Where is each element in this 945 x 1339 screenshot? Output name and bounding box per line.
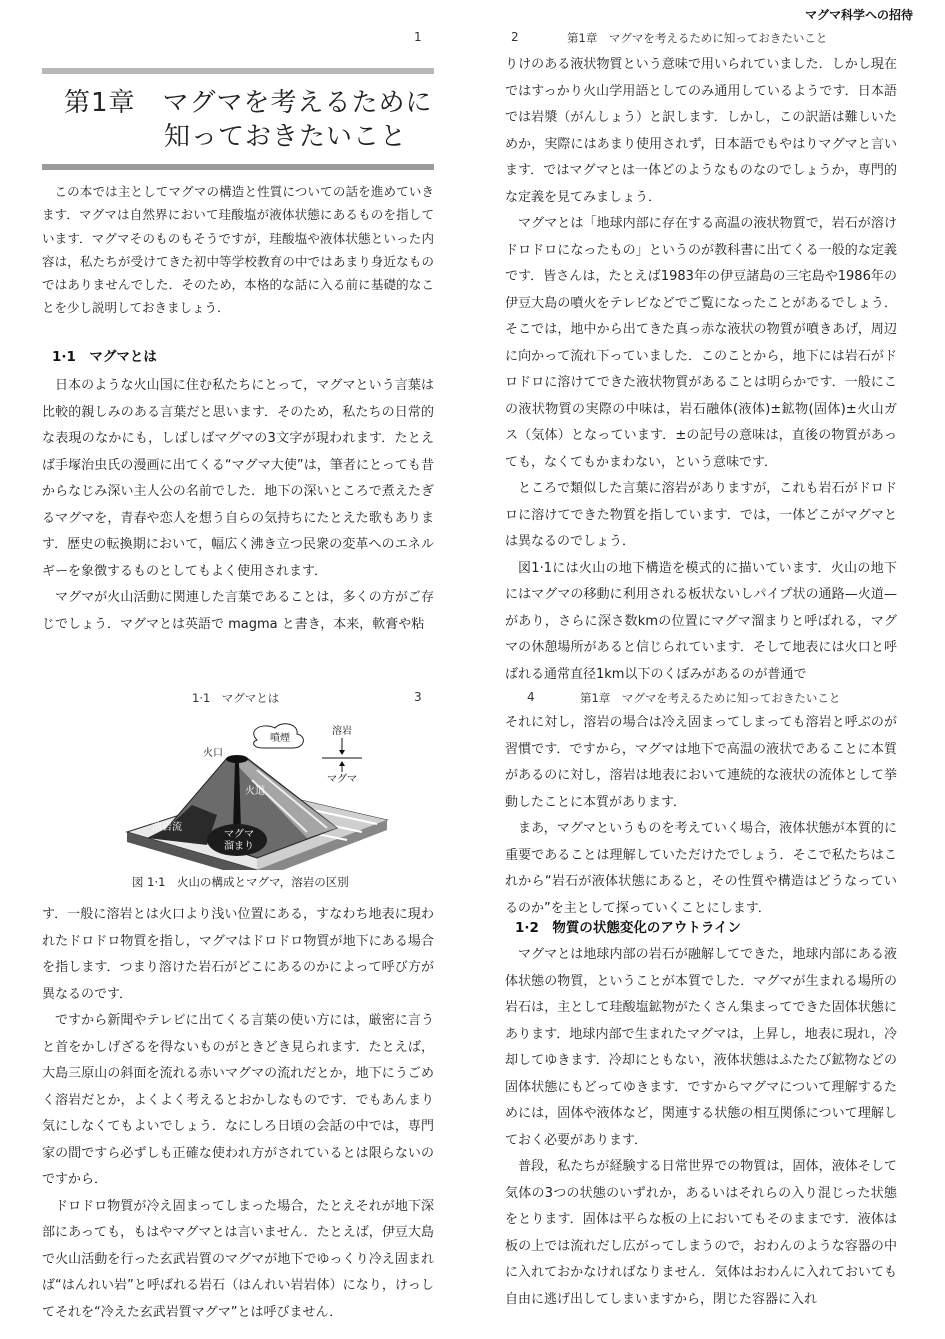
- chapter-banner: [42, 68, 434, 170]
- intro-text: この本では主としてマグマの構造と性質についての話を進めていきます．マグマは自然界において珪酸塩が液体状態にあるものを指しています．マグマそのものもそうですが，珪酸塩や液体状態といった内容は，私たちが受けてきた初中等学校教育の中ではあまり身近なものではありませんでした．そのため，本格的な話に入る前に基礎的なことを少し説明しておきましょう．: [42, 184, 434, 316]
- label-lava-flow: 溶岩流: [152, 822, 182, 833]
- paragraph: 日本のような火山国に住む私たちにとって，マグマという言葉は比較的親しみのある言葉だと思います．そのため，私たちの日常的な表現のなかにも，しばしばマグマの3文字が現われます．たとえば手塚治虫氏の漫画に出てくる“マグマ大使”は，筆者にとっても昔からなじみ深い主人公の名前でした．地下の深いところで煮えたぎるマグマを，青春や恋人を想う自らの気持ちにたとえた歌もあります．歴史の転換期において，幅広く沸き立つ民衆の変革へのエネルギーを象徴するものとしてもよく使用されます．: [42, 378, 434, 579]
- figure-caption: 図 1·1 火山の構成とマグマ，溶岩の区別: [132, 875, 349, 889]
- section-heading: 1·2 物質の状態変化のアウトライン: [515, 920, 742, 936]
- paragraph: ですから新聞やテレビに出てくる言葉の使い方には，厳密に言うと首をかしげざるを得ないものがときどき見られます．たとえば，大島三原山の斜面を流れる赤いマグマの流れだとか，地下にうごめく溶岩だとか，よくよく考えるとおかしなものです．でもあんまり気にしなくてもよいでしょう．なにしろ日頃の会話の中では，専門家の間ですら必ずしも正確な使われ方がされているとは限らないのですから．: [42, 1013, 434, 1187]
- label-conduit: 火道: [245, 786, 265, 797]
- chapter-title-line-2: 知っておきたいこと: [164, 122, 408, 152]
- page-4: [505, 678, 905, 1338]
- section-heading: 1·1 マグマとは: [52, 349, 157, 365]
- page-number: 4: [527, 690, 535, 704]
- paragraph: マグマとは地球内部の岩石が融解してできた，地球内部にある液体状態の物質，ということが本質でした．マグマが生まれる場所の岩石は，主として珪酸塩鉱物がたくさん集まってできた固体状態にあります．地球内部で生まれたマグマは，上昇し，地表に現れ，冷却してゆきます．冷却にともない，液体状態はふたたび鉱物などの固体状態にもどってゆきます．ですからマグマについて理解するためには，固体や液体など，関連する状態の相互関係について理解しておく必要があります．: [505, 947, 897, 1148]
- paragraph: りけのある液状物質という意味で用いられていました．しかし現在ではすっかり火山学用語としてのみ通用しているようです．日本語では岩漿（がんしょう）と訳します．しかし，この訳語は難しいためか，実際にはあまり使用されず，日本語でもやはりマグマと言います．ではマグマとは一体どのようなものなのでしょうか，専門的な定義を見てみましょう．: [505, 57, 897, 205]
- volcano-figure: [107, 720, 407, 870]
- chapter-title: [64, 86, 434, 154]
- paragraph: まあ，マグマというものを考えていく場合，液体状態が本質的に重要であることは理解していただけたでしょう．そこで私たちはこれから“岩石が液体状態にあると，その性質や構造はどうなっているのか”を主として探っていくことにします．: [505, 821, 897, 916]
- paragraph: マグマとは「地球内部に存在する高温の液状物質で，岩石が溶けドロドロになったもの」というのが教科書に出てくる一般的な定義です．皆さんは，たとえば1983年の伊豆諸島の三宅島や1986年の伊豆大島の噴火をテレビなどでご覧になったことがあるでしょう．そこでは，地中から出てきた真っ赤な液状の物質が噴きあげ，周辺に向かって流れ下っていました．このことから，地下には岩石がドロドロに溶けてできた液状物質があることは明らかです．一般にこの液状物質の実際の中味は，岩石融体(液体)±鉱物(固体)±火山ガス（気体）となっています．±の記号の意味は，直後の物質があっても，なくてもかまわない，という意味です．: [505, 216, 897, 470]
- page-number: 1: [414, 30, 422, 44]
- book-title-label: マグマ科学への招待: [805, 8, 914, 22]
- page-1: [42, 0, 442, 670]
- intro-paragraph: [42, 180, 434, 320]
- running-head: 第1章 マグマを考えるために知っておきたいこと: [567, 31, 828, 45]
- running-head: 第1章 マグマを考えるために知っておきたいこと: [580, 691, 841, 705]
- running-head: 1·1 マグマとは: [192, 691, 280, 705]
- paragraph: それに対し，溶岩の場合は冷え固まってしまっても溶岩と呼ぶのが習慣です．ですから，マグマは地下で高温の液状であることに本質があるのに対し，溶岩は地表において連続的な液状の流体として挙動したことに本質があります．: [505, 715, 897, 810]
- body-text-a: [505, 710, 897, 922]
- legend-lava: 溶岩: [332, 726, 352, 737]
- paragraph: 普段，私たちが経験する日常世界での物質は，固体，液体そして気体の3つの状態のいずれか，あるいはそれらの入り混じった状態をとります．固体は平らな板の上においてもそのままです．液体は板の上では流れだし広がってしまうので，おわんのような容器の中に入れておかなければなりません．気体はおわんに入れておいても自由に逃げ出してしまいますから，閉じた容器に入れ: [505, 1159, 897, 1307]
- page-number: 3: [414, 690, 422, 704]
- page-2: [505, 0, 905, 682]
- body-text-b: [505, 942, 897, 1313]
- label-crater: 火口: [203, 748, 223, 759]
- body-text: [42, 902, 434, 1326]
- paragraph: ところで類似した言葉に溶岩がありますが，これも岩石がドロドロに溶けてできた物質を指しています．では，一体どこがマグマとは異なるのでしょう．: [505, 481, 897, 549]
- chapter-title-line-1: 第1章 マグマを考えるために: [64, 88, 433, 118]
- body-text: [505, 52, 897, 688]
- label-plume: 噴煙: [270, 733, 290, 744]
- page-3: [42, 678, 442, 1338]
- paragraph: 図1·1には火山の地下構造を模式的に描いています．火山の地下にはマグマの移動に利用される板状ないしパイプ状の通路—火道—があり，さらに深さ数kmの位置にマグマ溜まりと呼ばれる，マグマの休憩場所があると信じられています．そして地表には火口と呼ばれる通常直径1km以下のくぼみがあるのが普通で: [505, 560, 897, 682]
- label-magma-chamber-1: マグマ: [224, 829, 254, 840]
- legend-magma: マグマ: [327, 774, 357, 785]
- paragraph: マグマが火山活動に関連した言葉であることは，多くの方がご存じでしょう．マグマとは英語で magma と書き，本来，軟膏や粘: [42, 590, 434, 632]
- body-text: [42, 373, 434, 638]
- paragraph: す．一般に溶岩とは火口より浅い位置にある，すなわち地表に現われたドロドロ物質を指し，マグマはドロドロ物質が地下にある場合を指します．つまり溶けた岩石がどこにあるのかによって呼び方が異なるのです．: [42, 907, 434, 1002]
- page-number: 2: [511, 30, 519, 44]
- paragraph: ドロドロ物質が冷え固まってしまった場合，たとえそれが地下深部にあっても，もはやマグマとは言いません．たとえば，伊豆大島で火山活動を行った玄武岩質のマグマが地下でゆっくり冷え固まれば“はんれい岩”と呼ばれる岩石（はんれい岩岩体）になり，けっしてそれを“冷えた玄武岩質マグマ”とは呼びません．: [42, 1198, 434, 1320]
- label-magma-chamber-2: 溜まり: [224, 841, 254, 852]
